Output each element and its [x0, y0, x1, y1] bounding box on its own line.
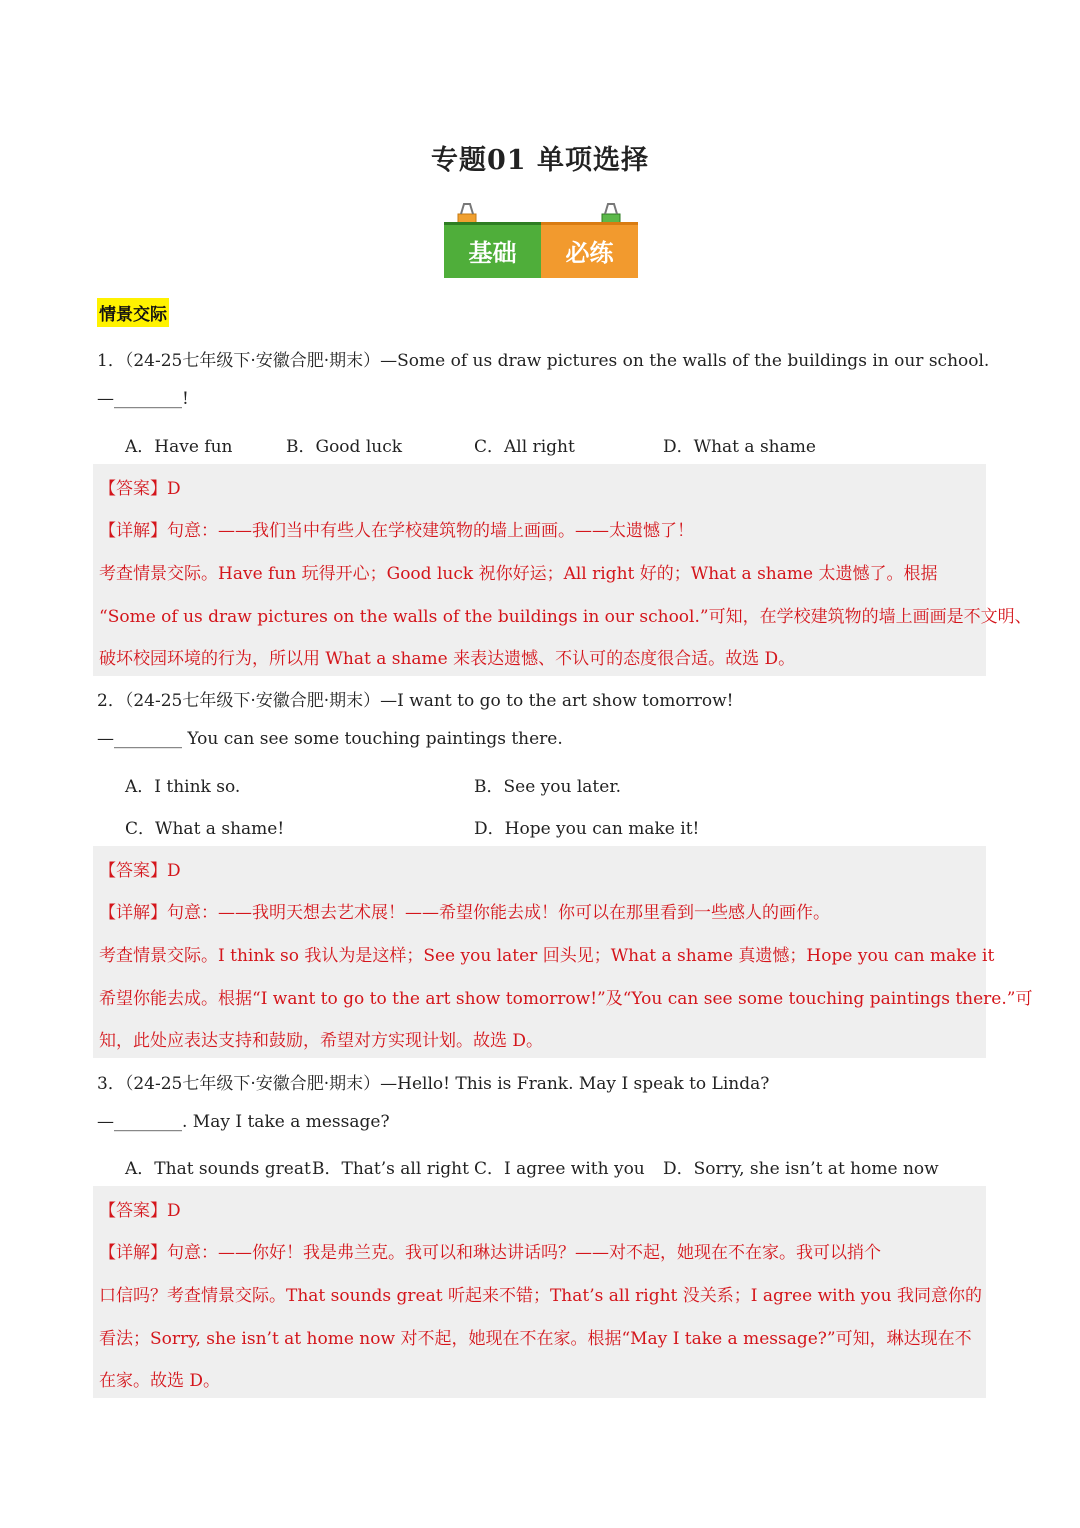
question-1-option-d: D．What a shame — [663, 437, 816, 457]
question-2-answer-box — [93, 846, 1033, 1058]
basic-practice-banner — [444, 200, 638, 280]
question-2-option-b: B．See you later. — [474, 777, 621, 797]
question-2-explain-line: 考查情景交际。I think so 我认为是这样；See you later 回头见；What a shame 真遗憾；Hope you can make it — [99, 946, 995, 966]
question-2-stem: 2．（24-25七年级下·安徽合肥·期末）—I want to go to the art show tomorrow! — [97, 691, 734, 711]
question-3-explain-line: 口信吗？考查情景交际。That sounds great 听起来不错；That’s all right 没关系；I agree with you 我同意你的 — [99, 1286, 982, 1306]
question-3-explain-line: 【详解】句意：——你好！我是弗兰克。我可以和琳达讲话吗？——对不起，她现在不在家。我可以捎个 — [99, 1243, 881, 1263]
question-1-option-c: C．All right — [474, 437, 575, 457]
question-1-explain-line: 考查情景交际。Have fun 玩得开心；Good luck 祝你好运；All right 好的；What a shame 太遗憾了。根据 — [99, 564, 938, 584]
question-1-blank: —________! — [97, 389, 189, 409]
question-2-explain-line: 希望你能去成。根据“I want to go to the art show tomorrow!”及“You can see some touching paintings there.”可 — [99, 989, 1033, 1009]
question-2-option-c: C．What a shame! — [125, 819, 285, 839]
page-title: 专题01 单项选择 — [431, 145, 649, 176]
question-3-stem: 3．（24-25七年级下·安徽合肥·期末）—Hello! This is Frank. May I speak to Linda? — [97, 1074, 770, 1094]
question-1-explain-line: “Some of us draw pictures on the walls of the buildings in our school.”可知，在学校建筑物的墙上画画是不文明、 — [99, 607, 1032, 627]
question-3-explain-line: 看法；Sorry, she isn’t at home now 对不起，她现在不在家。根据“May I take a message?”可知，琳达现在不 — [99, 1329, 972, 1349]
question-2-explain-line: 知，此处应表达支持和鼓励，希望对方实现计划。故选 D。 — [99, 1031, 544, 1051]
question-1-explain-line: 破坏校园环境的行为，所以用 What a shame 来表达遗憾、不认可的态度很合适。故选 D。 — [99, 649, 796, 669]
banner-left-label: 基础 — [444, 222, 541, 278]
question-2-explain-line: 【详解】句意：——我明天想去艺术展！——希望你能去成！你可以在那里看到一些感人的画作。 — [99, 903, 830, 923]
question-3-answer: 【答案】D — [99, 1201, 181, 1221]
question-1-explain-line: 【详解】句意：——我们当中有些人在学校建筑物的墙上画画。——太遗憾了！ — [99, 521, 694, 541]
question-1-option-b: B．Good luck — [286, 437, 403, 457]
question-3-option-c: C．I agree with you — [474, 1159, 645, 1179]
question-3-answer-box — [93, 1186, 986, 1398]
question-2-option-d: D．Hope you can make it! — [474, 819, 700, 839]
question-3-explain-line: 在家。故选 D。 — [99, 1371, 221, 1391]
question-3-option-a: A．That sounds great — [125, 1159, 311, 1179]
question-1-answer: 【答案】D — [99, 479, 181, 499]
question-3-blank: —________. May I take a message? — [97, 1112, 390, 1132]
question-1-answer-box — [93, 464, 1032, 676]
question-3-option-d: D．Sorry, she isn’t at home now — [663, 1159, 939, 1179]
question-2-blank: —________ You can see some touching paintings there. — [97, 729, 563, 749]
question-3-option-b: B．That’s all right — [312, 1159, 469, 1179]
banner-right-label: 必练 — [541, 222, 638, 278]
question-2-option-a: A．I think so. — [125, 777, 241, 797]
question-1-option-a: A．Have fun — [125, 437, 233, 457]
section-heading: 情景交际 — [97, 298, 169, 327]
question-2-answer: 【答案】D — [99, 861, 181, 881]
question-1-stem: 1．（24-25七年级下·安徽合肥·期末）—Some of us draw pictures on the walls of the buildings in our school. — [97, 351, 990, 371]
